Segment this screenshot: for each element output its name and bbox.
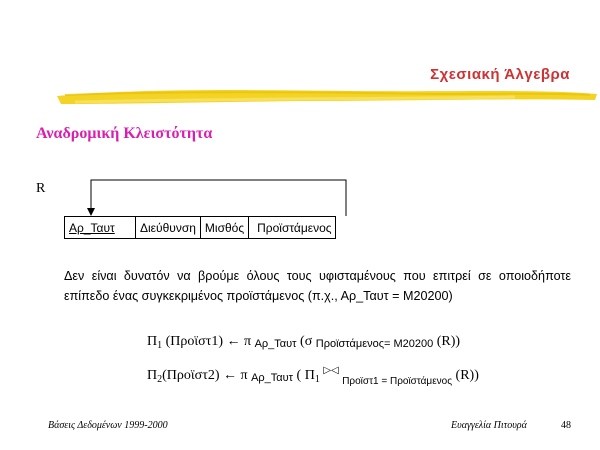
relation-schema-table — [64, 216, 336, 239]
formula-2 — [147, 365, 479, 387]
schema-column: Διεύθυνση — [136, 217, 201, 239]
formula-subscript: 2 — [157, 374, 163, 385]
join-icon: ▷◁ — [323, 365, 339, 376]
formula-symbol: π — [240, 368, 248, 383]
formula-text: (σ — [296, 334, 313, 349]
section-heading: Αναδρομική Κλειστότητα — [36, 125, 213, 142]
footer-course: Βάσεις Δεδομένων 1999-2000 — [48, 420, 168, 431]
join-condition: Προϊστ1 = Προϊστάμενος — [342, 376, 453, 387]
formula-symbol: Π — [147, 334, 158, 349]
formula-subscript: Προϊστάμενος= Μ20200 — [315, 338, 434, 350]
formula-subscript: Αρ_Ταυτ — [254, 338, 297, 350]
formula-text: (R)) — [452, 368, 479, 383]
formula-text: ( Π — [293, 368, 315, 383]
assign-arrow: ← — [223, 334, 244, 349]
formula-text: (Προϊστ1) — [162, 334, 223, 349]
formula-subscript: Αρ_Ταυτ — [251, 372, 294, 384]
formula-symbol: Π — [147, 368, 158, 383]
formula-text: (R)) — [433, 334, 461, 349]
formula-subscript: 1 — [314, 374, 320, 385]
slide-title: Σχεσιακή Άλγεβρα — [430, 66, 570, 83]
formula-subscript: 1 — [157, 340, 163, 351]
body-paragraph: Δεν είναι δυνατόν να βρούμε όλους τους υφισταμένους που επιτρεί σε οποιοδήποτε επίπεδο ένας συγκεκριμένος προϊστάμενος (π.χ., Αρ_Ταυτ = Μ20200) — [64, 269, 571, 303]
assign-arrow: ← — [219, 368, 241, 383]
relation-name: R — [36, 181, 46, 196]
footer-page-number: 48 — [561, 420, 571, 431]
formula-1 — [147, 334, 460, 350]
schema-row — [65, 217, 336, 239]
schema-column: Προϊστάμενος — [249, 217, 335, 239]
formula-text: (Προϊστ2) — [162, 368, 220, 383]
formula-symbol: π — [244, 334, 252, 349]
schema-column: Μισθός — [200, 217, 248, 239]
footer-author: Ευαγγελία Πιτουρά — [451, 420, 527, 431]
schema-column-key: Αρ_Ταυτ — [65, 217, 136, 239]
